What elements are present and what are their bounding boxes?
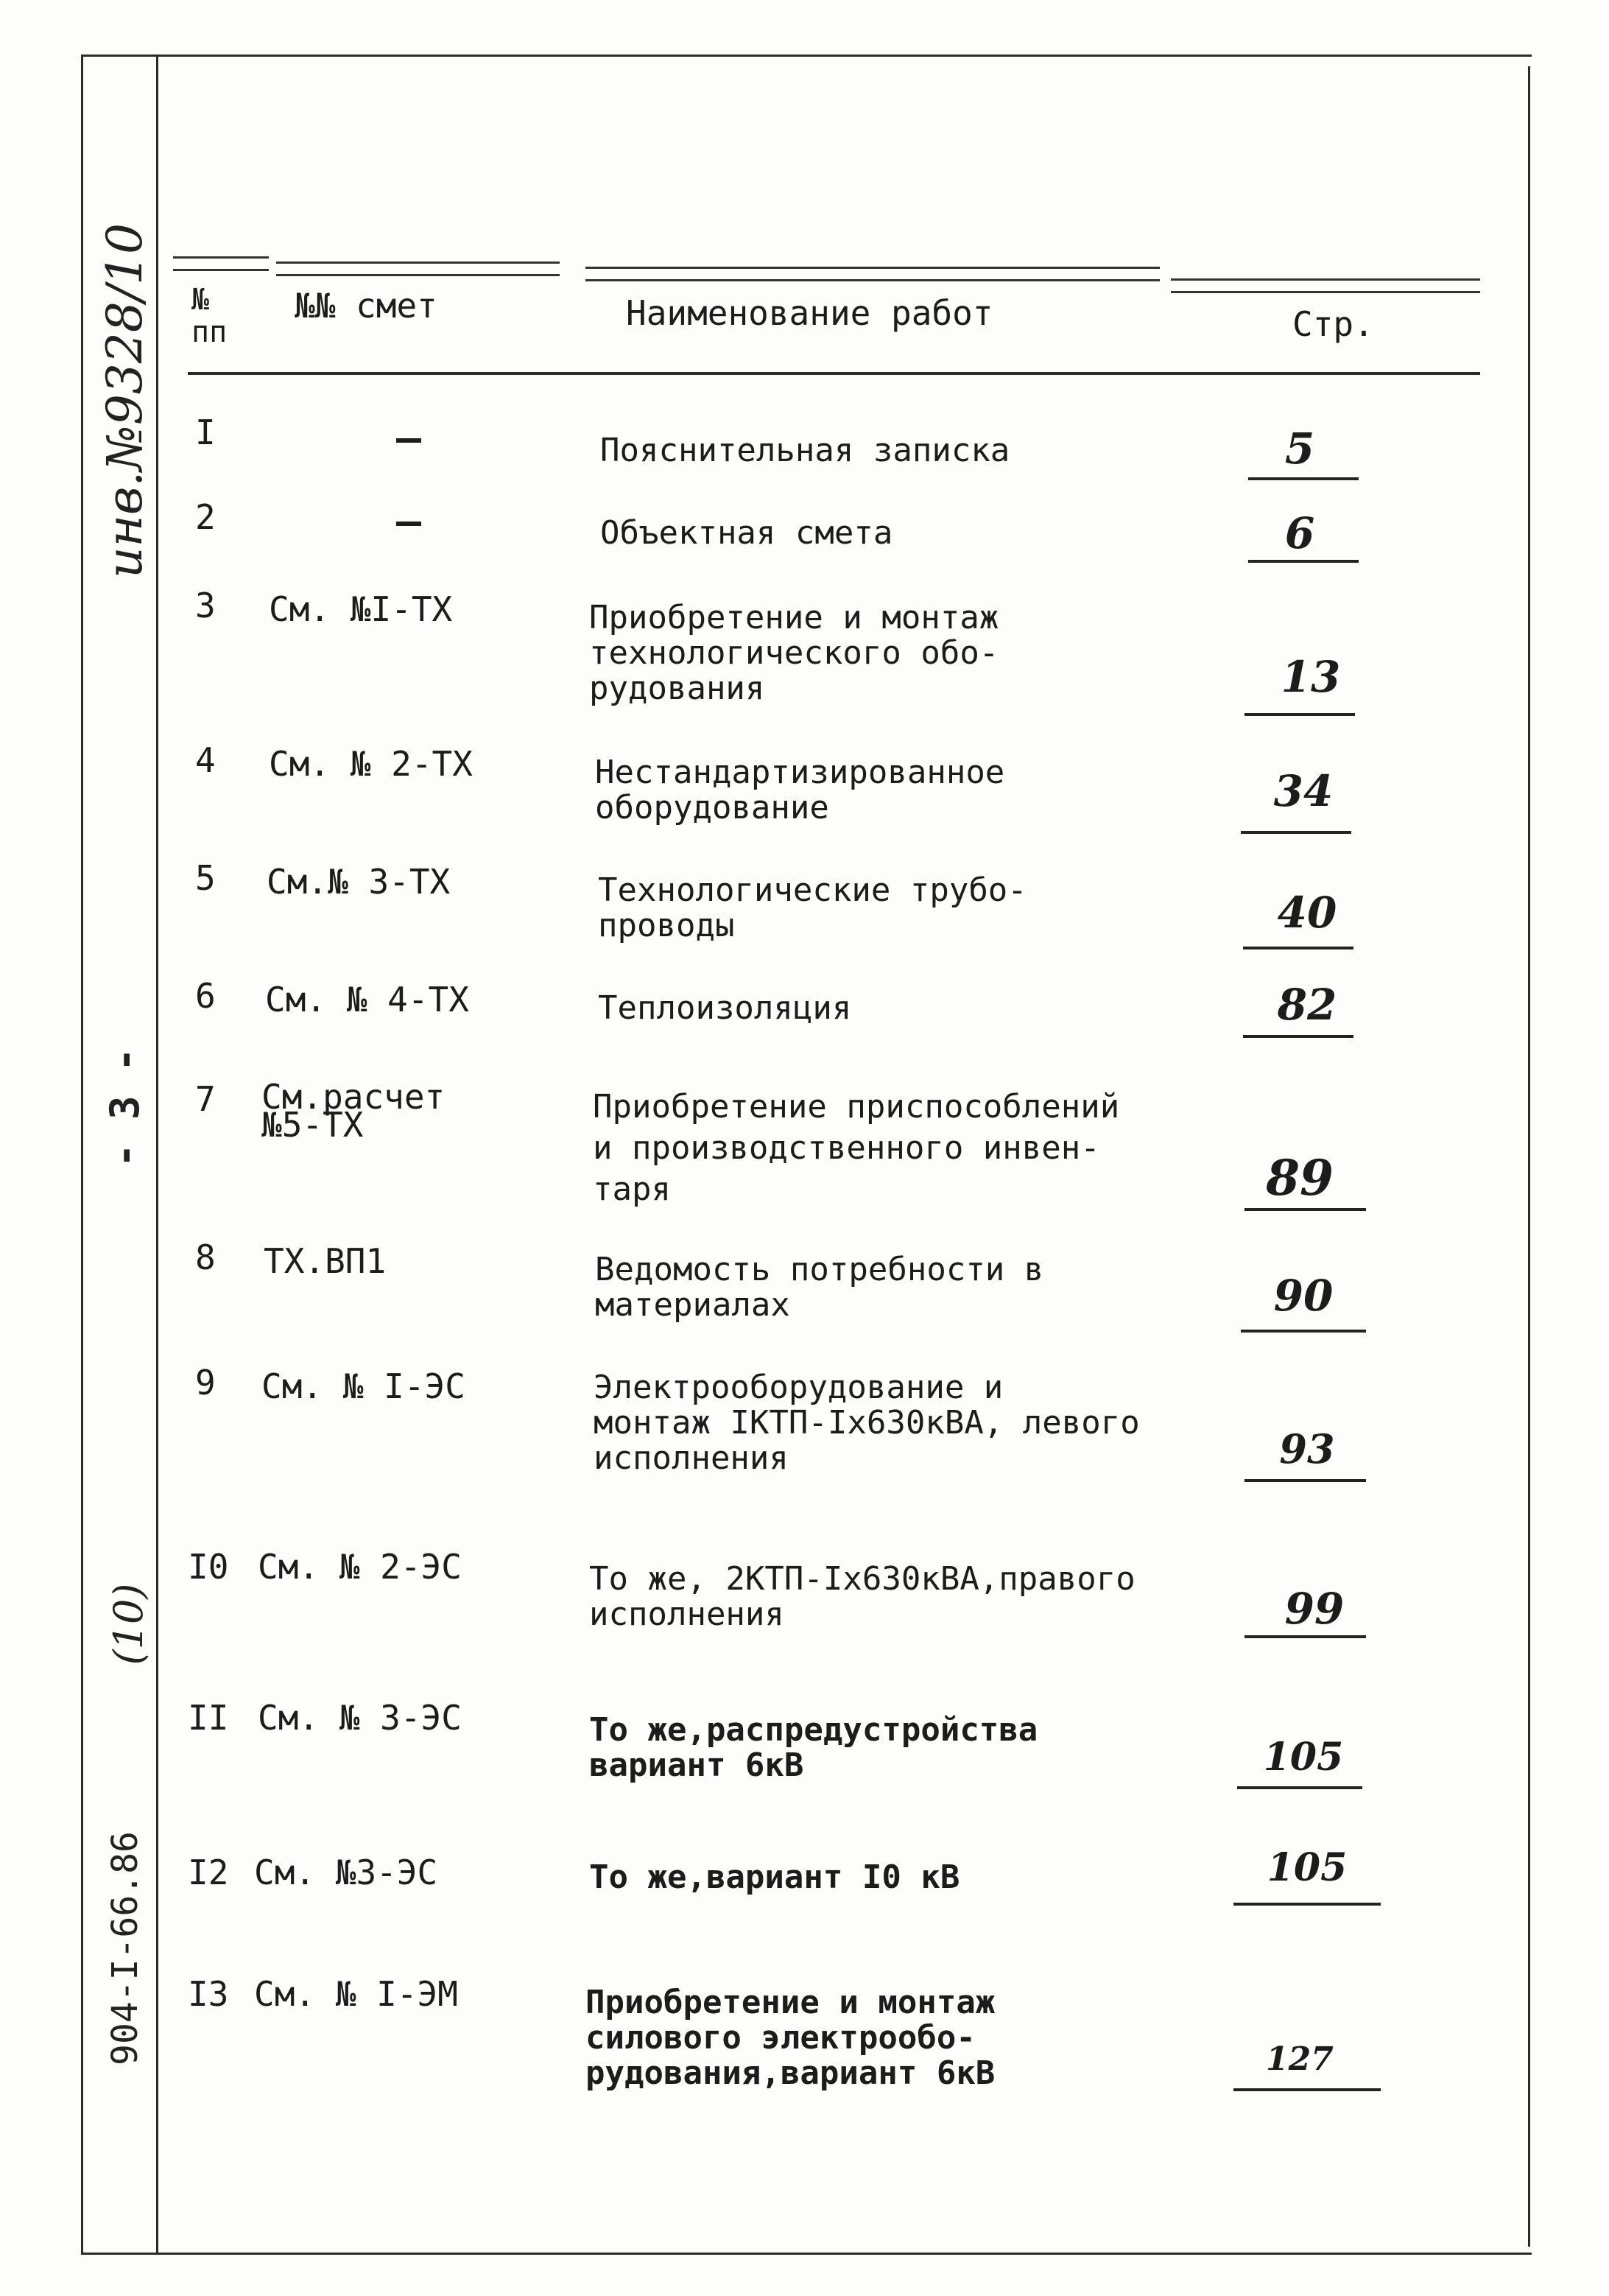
page-underline: [1233, 1903, 1381, 1906]
row-num: I3: [188, 1974, 229, 2014]
row-name: Приобретение приспособлений и производственного инвен- таря: [593, 1088, 1120, 1208]
header-double-rule-2: [276, 261, 560, 276]
row-page: 127: [1266, 2040, 1334, 2078]
row-code: См. № I-ЭС: [261, 1366, 465, 1406]
row-num: II: [188, 1698, 229, 1738]
row-code: См. №3-ЭС: [254, 1853, 438, 1892]
frame-top: [81, 55, 1532, 57]
dash-mark: [396, 438, 421, 443]
frame-bottom: [81, 2253, 1532, 2255]
page-underline: [1244, 1635, 1366, 1638]
row-name: Технологические трубо- проводы: [598, 871, 1027, 944]
frame-right: [1528, 66, 1530, 2247]
row-page: 99: [1284, 1584, 1345, 1634]
row-page: 82: [1277, 980, 1337, 1030]
row-page: 89: [1266, 1149, 1334, 1207]
header-double-rule-4: [1171, 278, 1480, 293]
header-estimate: №№ смет: [295, 286, 437, 326]
row-num: 5: [195, 858, 216, 898]
header-num-line1: №: [191, 283, 210, 317]
header-work-name: Наименование работ: [626, 293, 993, 333]
row-name: Объектная смета: [600, 514, 893, 552]
row-num: I2: [188, 1853, 229, 1892]
row-code: См. № 3-ЭС: [258, 1698, 462, 1738]
sheet-count: (10): [105, 1583, 152, 1665]
row-code: См. №I-ТХ: [269, 589, 453, 629]
row-name: То же, 2КТП-Iх630кВА,правого исполнения: [589, 1560, 1136, 1633]
row-page: 105: [1263, 1735, 1344, 1780]
page-underline: [1248, 560, 1359, 563]
header-double-rule-3: [585, 267, 1160, 281]
page-underline: [1248, 477, 1359, 480]
header-num-line2: пп: [191, 315, 228, 349]
header-bottom-rule: [188, 372, 1480, 375]
row-name: Приобретение и монтаж технологического обо- рудования: [589, 599, 999, 707]
row-num: I0: [188, 1547, 229, 1587]
row-page: 13: [1281, 652, 1341, 702]
row-name: То же,распредустройства вариант 6кВ: [589, 1711, 1038, 1784]
row-code: ТХ.ВП1: [264, 1241, 387, 1281]
row-page: 40: [1277, 888, 1337, 938]
page-underline: [1244, 713, 1355, 716]
project-code: 904-I-66.86: [105, 1831, 146, 2065]
row-num: I: [195, 412, 216, 452]
row-num: 6: [195, 976, 216, 1016]
page-underline: [1243, 1035, 1353, 1038]
header-num: [191, 284, 250, 348]
page-marker: - 3 -: [102, 1047, 148, 1168]
page-underline: [1241, 831, 1351, 834]
row-num: 2: [195, 497, 216, 537]
page-underline: [1244, 1208, 1366, 1211]
row-code: См. № I-ЭМ: [254, 1974, 458, 2014]
page-underline: [1241, 1330, 1366, 1333]
row-page: 6: [1284, 508, 1315, 558]
row-name: Теплоизоляция: [598, 989, 852, 1027]
page-underline: [1237, 1786, 1362, 1789]
row-code: См. № 4-ТХ: [265, 980, 469, 1019]
row-code: См. № 2-ТХ: [269, 744, 473, 784]
page-underline: [1244, 1479, 1366, 1482]
row-code: См. № 2-ЭС: [258, 1547, 462, 1587]
row-code: См.расчет №5-ТХ: [261, 1077, 446, 1145]
dash-mark: [396, 522, 421, 526]
header-double-rule-1: [173, 256, 269, 271]
inventory-number: инв.№9328/10: [96, 222, 153, 578]
row-page: 105: [1267, 1845, 1348, 1890]
row-name: Приобретение и монтаж силового электрообо- рудования,вариант 6кВ: [585, 1984, 996, 2092]
page-underline: [1233, 2088, 1381, 2091]
page-underline: [1243, 947, 1353, 949]
frame-left-outer: [81, 55, 83, 2254]
row-name: Электрооборудование и монтаж IКТП-Iх630кВА, левого исполнения: [594, 1369, 1140, 1477]
row-page: 90: [1273, 1271, 1334, 1321]
row-name: Пояснительная записка: [600, 432, 1010, 469]
row-page: 34: [1273, 766, 1334, 816]
row-name: То же,вариант I0 кВ: [589, 1858, 960, 1896]
header-page: Стр.: [1292, 304, 1374, 344]
row-num: 3: [195, 586, 216, 625]
row-page: 5: [1284, 424, 1315, 474]
row-num: 8: [195, 1237, 216, 1277]
row-num: 4: [195, 740, 216, 780]
frame-left-inner: [156, 55, 158, 2254]
row-name: Нестандартизированное оборудование: [595, 754, 1005, 826]
row-page: 93: [1279, 1425, 1335, 1472]
row-code: См.№ 3-ТХ: [267, 862, 451, 902]
row-num: 7: [195, 1079, 216, 1119]
row-num: 9: [195, 1363, 216, 1402]
row-name: Ведомость потребности в материалах: [595, 1251, 1044, 1324]
